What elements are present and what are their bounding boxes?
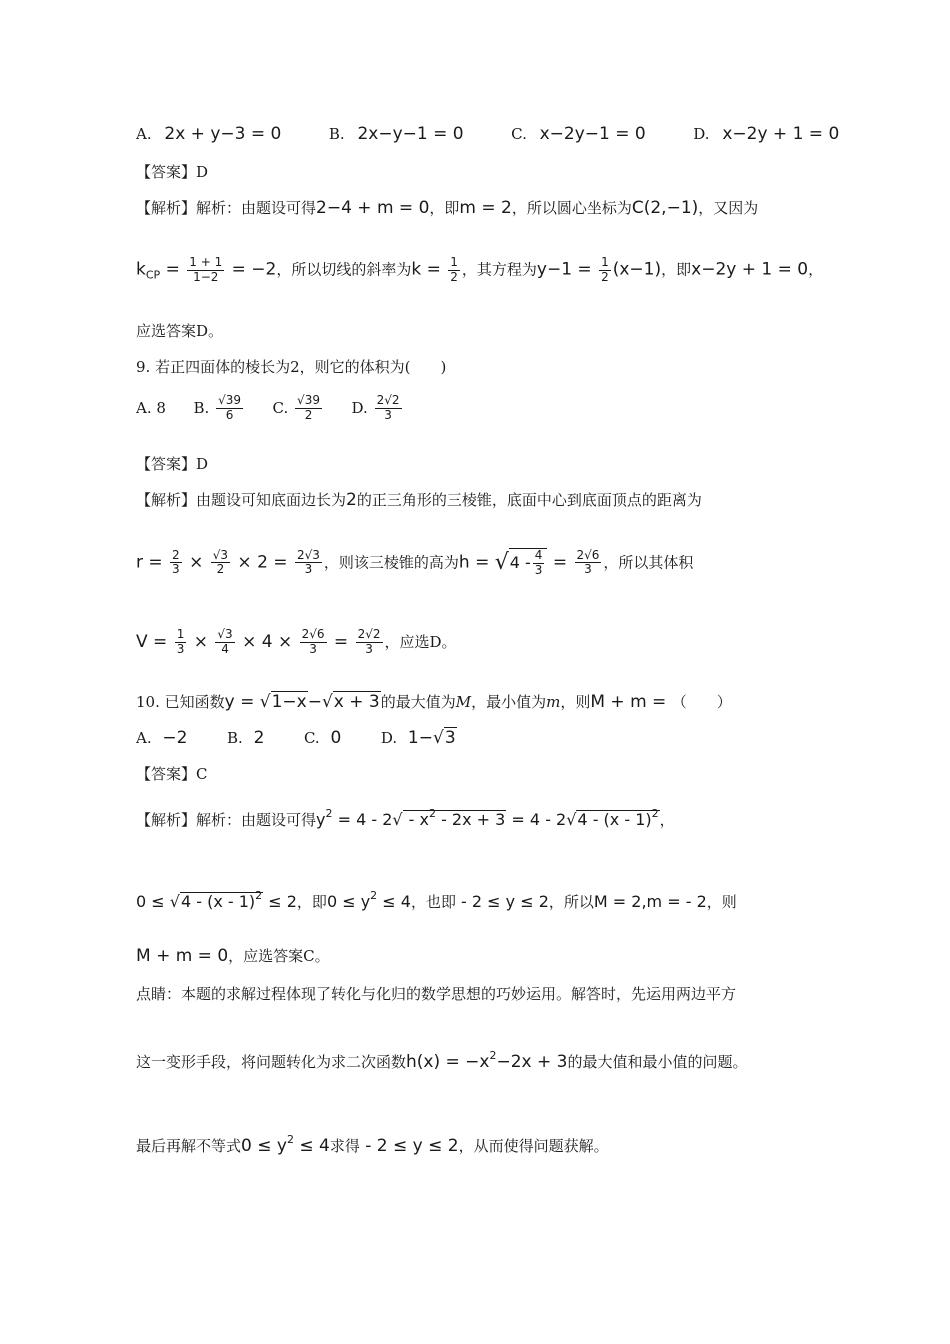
superscript: 2 [255,889,263,902]
q8-analysis-line1 [136,200,758,217]
math: = [547,552,573,573]
text: ，也即 [410,893,456,911]
math: ≤ 2 [263,892,297,911]
denominator: 2 [216,562,225,577]
radicand: x + 3 [333,692,380,712]
denominator: 3 [365,641,373,656]
math: × 4 × [236,631,298,652]
text: 【解析】由题设可知底面边长为 [136,491,347,509]
math: k [136,259,146,280]
text: （ ） [671,693,732,711]
q10-opt-c: 0 [330,728,342,748]
denominator: 1−2 [193,269,219,284]
numerator: 1 + 1 [189,255,223,269]
radical-sign: √ [494,549,509,575]
text: ，即 [429,199,460,217]
math: = [328,631,354,652]
fraction [533,549,545,578]
math: 0 ≤ y [326,892,371,911]
q10-opt-b: 2 [253,728,265,748]
analysis-tag: 【解析】 [136,199,197,217]
text: ，即 [661,260,692,279]
numerator: 2√6 [576,547,600,562]
text: ，所以圆心坐标为 [511,199,632,217]
math: M = 2,m = - 2 [593,892,707,911]
q10-answer: 【答案】C [136,765,208,783]
q8-opt-d-expr: x−2y + 1 = 0 [722,124,840,144]
q9-opt-c [295,394,322,423]
fraction [175,628,187,657]
q8-answer: 【答案】D [136,163,209,181]
text: ，则 [560,693,591,711]
q8-opt-c-expr: x−2y−1 = 0 [539,124,646,144]
q9-question: 9. 若正四面体的棱长为2，则它的体积为( ) [136,358,447,376]
radicand [509,548,548,578]
q10-opt-c-label: C. [303,729,320,747]
fraction [170,549,182,578]
denominator: 3 [176,641,185,656]
var-m: m [546,693,561,711]
q9-analysis-line3 [136,628,457,657]
text: 10. 已知函数 [136,693,225,711]
math: 2 [346,490,357,510]
q10-opt-b-label: B. [227,729,243,747]
fraction [295,549,322,578]
fraction [211,549,230,578]
denominator: 4 [221,641,229,656]
math: C(2,−1) [631,198,699,218]
q9-options [136,394,404,423]
radicand [180,889,263,911]
q9-opt-b [216,394,243,423]
q10-analysis-line3 [136,948,330,965]
text: ，从而使得问题获解。 [458,1137,609,1155]
q8-options [136,126,839,143]
fraction [215,628,234,657]
numerator: 2√2 [376,393,400,407]
denominator: 2 [601,269,609,284]
fraction [448,256,460,285]
math: 4 - (x - 1) [577,810,652,829]
q8-opt-a-label: A. [136,125,152,143]
radicand: 1−x [271,692,307,712]
text: ，所以切线的斜率为 [276,260,412,279]
text: ，其方程为 [461,260,537,279]
q9-opt-d [375,394,402,423]
var-M: M [455,693,472,711]
math: x−2y + 1 = 0 [691,259,809,280]
math: −√ [307,692,333,712]
math: = [160,259,186,280]
text: ，所以 [548,893,594,911]
math: ≤ 4 [377,892,411,911]
numerator: √3 [212,547,229,562]
math: y [316,810,326,829]
q10-options [136,730,457,747]
denominator: 3 [309,641,317,656]
math: - x [403,810,429,829]
text: ，应选答案C。 [228,947,330,965]
denominator: 3 [584,562,592,577]
math: 2−4 + m = 0 [316,198,430,218]
math: - 2x + 3 [435,810,506,829]
q10-question [136,694,732,711]
numerator: 2√6 [301,627,325,641]
text: ， [808,260,824,279]
math: × 2 = [232,552,293,573]
radicand: 3 [444,728,456,748]
math: −2x + 3 [496,1052,568,1072]
denominator: 3 [534,562,543,577]
math: 4 - (x - 1) [180,892,256,911]
text: ，最小值为 [471,693,547,711]
q10-opt-d-label: D. [380,729,398,747]
math: M + m = 0 [136,946,229,966]
math: = −2 [226,259,277,280]
q8-opt-d-label: D. [693,125,710,143]
numerator: 2 [172,547,180,562]
math: × [188,631,214,652]
superscript: 2 [325,807,333,820]
denominator: 6 [225,407,234,422]
math: - 2 ≤ y ≤ 2 [359,1136,459,1156]
radicand [576,807,659,829]
numerator: 1 [176,627,185,641]
denominator: 2 [304,407,313,422]
q9-opt-c-label: C. [272,398,289,417]
math: = 4 - 2√ [506,810,577,829]
superscript: 2 [651,807,659,820]
math: V = [136,631,173,652]
text: 求得 [329,1137,360,1155]
q10-analysis-line2 [136,890,737,910]
text: 的最大值和最小值的问题。 [567,1053,748,1071]
math: y = √ [224,692,271,712]
math: ≤ 4 [293,1136,330,1156]
math: h = [458,552,495,573]
fraction [300,628,327,657]
superscript: 2 [286,1133,294,1146]
math: M + m = [590,692,672,712]
fraction [356,628,383,657]
math: 0 ≤ y [241,1136,287,1156]
text: ，则该三棱锥的高为 [323,553,459,572]
q8-opt-c-label: C. [511,125,527,143]
math: y−1 = [536,259,598,280]
q9-answer: 【答案】D [136,455,209,473]
math: m = 2 [459,198,512,218]
text: ，即 [296,893,327,911]
numerator: √39 [218,393,241,407]
q10-note-line2 [136,1050,748,1071]
q9-analysis-line1 [136,492,702,509]
denominator: 3 [384,407,392,422]
q10-opt-d: 1−√ [407,728,444,748]
numerator: 4 [534,548,543,562]
text: ，则 [706,893,737,911]
numerator: √3 [217,627,233,641]
denominator: 3 [304,562,313,577]
math: r = [136,552,169,573]
q10-note-line3 [136,1134,609,1155]
subscript: CP [145,268,161,282]
fraction [575,549,602,578]
text: ，所以其体积 [603,553,694,572]
numerator: 2√2 [357,627,381,641]
numerator: 2√3 [296,547,320,562]
numerator: 1 [601,255,609,269]
q8-analysis-line2 [136,256,823,285]
text: 最后再解不等式 [136,1137,242,1155]
text: 的正三角形的三棱锥，底面中心到底面顶点的距离为 [356,491,702,509]
q9-opt-d-label: D. [351,398,368,417]
denominator: 3 [172,562,180,577]
q8-opt-a-expr: 2x + y−3 = 0 [164,124,282,144]
text: ，应选D。 [384,632,457,651]
math: 4 - [509,553,531,573]
math: h(x) = −x [406,1052,490,1072]
text: 解析：由题设可得 [196,199,317,217]
math: - 2 ≤ y ≤ 2 [455,892,549,911]
numerator: √39 [297,393,320,407]
math: (x−1) [612,259,662,280]
q9-analysis-line2 [136,548,693,578]
math: × [183,552,209,573]
radicand [403,807,507,829]
superscript: 2 [428,807,436,820]
fraction [599,256,611,285]
q8-opt-b-label: B. [328,125,345,143]
text: 这一变形手段，将问题转化为求二次函数 [136,1053,407,1071]
q10-analysis-line1 [136,808,675,828]
q10-opt-a-label: A. [136,729,152,747]
denominator: 2 [450,269,458,284]
math: k = [411,259,447,280]
superscript: 2 [489,1049,497,1062]
text: 【解析】解析：由题设可得 [136,811,317,829]
superscript: 2 [370,889,378,902]
q9-opt-b-label: B. [193,398,210,417]
q8-opt-b-expr: 2x−y−1 = 0 [357,124,464,144]
q10-note-line1: 点睛：本题的求解过程体现了转化与化归的数学思想的巧妙运用。解答时，先运用两边平方 [136,985,737,1003]
text: ，又因为 [698,199,759,217]
q9-opt-a: A. 8 [136,398,166,417]
numerator: 1 [450,255,458,269]
q10-opt-a: −2 [162,728,188,748]
text: 的最大值为 [380,693,456,711]
text: ， [659,811,675,829]
math: 0 ≤ √ [136,892,180,911]
fraction [187,256,224,285]
q8-analysis-line3: 应选答案D。 [136,322,224,340]
math: = 4 - 2√ [332,810,403,829]
